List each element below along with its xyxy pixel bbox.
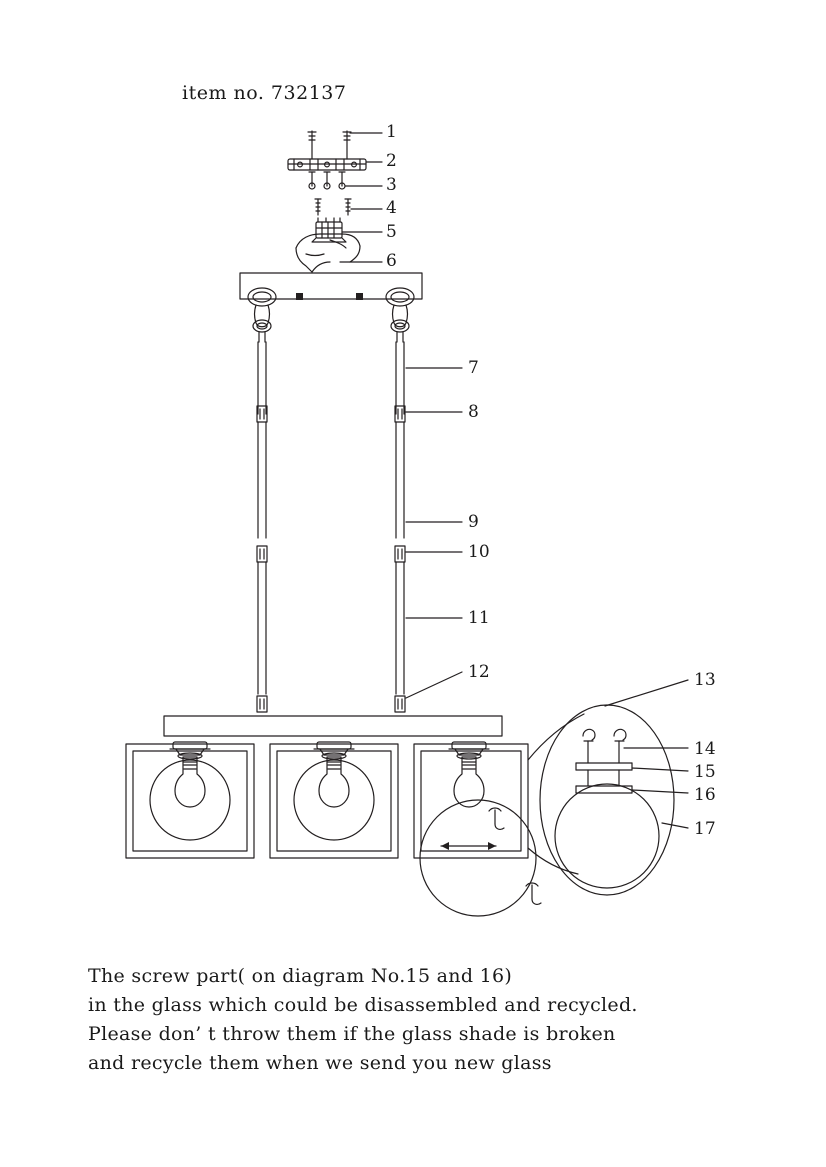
part-10-connector-left — [257, 546, 267, 562]
callout-7: 7 — [468, 358, 479, 378]
part-10-connector-right — [395, 546, 405, 562]
callout-13: 13 — [694, 670, 716, 690]
bulb-1 — [175, 757, 205, 807]
leader-16 — [632, 790, 688, 793]
bulb-2 — [319, 757, 349, 807]
part-7-rod-left — [258, 342, 266, 414]
part-5-connector — [312, 218, 346, 242]
hanger-loop-left — [248, 288, 276, 342]
part-14-screws — [583, 729, 626, 763]
callout-4: 4 — [386, 198, 397, 218]
leader-13 — [605, 680, 688, 706]
shade-2 — [270, 742, 398, 858]
part-6-canopy — [296, 234, 360, 272]
ceiling-plate — [240, 273, 422, 300]
detail-glass-assembly — [540, 705, 674, 895]
callout-1: 1 — [386, 122, 397, 142]
part-7-rod-right — [396, 342, 404, 414]
callout-8: 8 — [468, 402, 479, 422]
callout-14: 14 — [694, 739, 716, 759]
part-9-rod-left — [258, 422, 266, 538]
part-1-screws — [308, 131, 351, 159]
note-line-2: in the glass which could be disassembled and recycled. — [88, 994, 638, 1016]
callout-2: 2 — [386, 151, 397, 171]
callout-6: 6 — [386, 251, 397, 271]
note-line-4: and recycle them when we send you new glass — [88, 1052, 552, 1074]
leader-12 — [406, 672, 462, 698]
leader-15 — [632, 768, 688, 771]
rotation-symbol-1 — [489, 808, 504, 829]
callout-16: 16 — [694, 785, 716, 805]
callout-11: 11 — [468, 608, 490, 628]
part-11-rod-right — [396, 562, 404, 694]
part-4-pins — [315, 199, 351, 215]
recycling-notes — [88, 962, 788, 1078]
part-11-rod-left — [258, 562, 266, 694]
callout-12: 12 — [468, 662, 490, 682]
callout-5: 5 — [386, 222, 397, 242]
part-3-screws — [309, 172, 345, 189]
note-line-3: Please don’ t throw them if the glass shade is broken — [88, 1023, 616, 1045]
callout-9: 9 — [468, 512, 479, 532]
shade-1 — [126, 742, 254, 858]
callout-15: 15 — [694, 762, 716, 782]
callout-17: 17 — [694, 819, 716, 839]
note-line-1: The screw part( on diagram No.15 and 16) — [88, 965, 513, 987]
hanger-loop-right — [386, 288, 414, 342]
part-9-rod-right — [396, 422, 404, 538]
part-12-connector-left — [257, 696, 267, 712]
part-15-ring — [576, 763, 632, 770]
callout-10: 10 — [468, 542, 490, 562]
part-12-connector-right — [395, 696, 405, 712]
leader-17 — [662, 823, 688, 828]
fixture-bar — [164, 716, 502, 736]
detail-connector-upper — [528, 714, 584, 760]
callout-3: 3 — [386, 175, 397, 195]
part-2-bracket — [288, 159, 366, 170]
dimension-arrow-horizontal — [441, 842, 496, 850]
item-number-label: item no. 732137 — [182, 82, 347, 104]
